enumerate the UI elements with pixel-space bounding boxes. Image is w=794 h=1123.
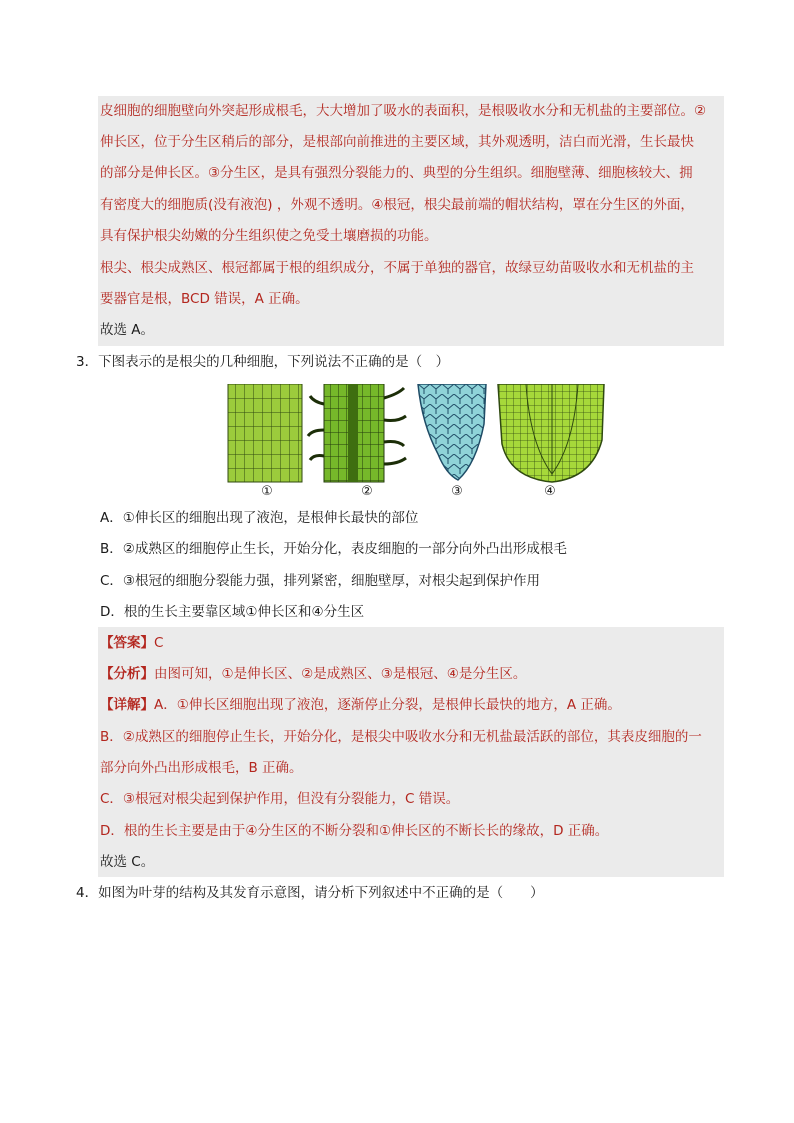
answer-value: C	[154, 635, 164, 651]
q3-conclusion: 故选 C。	[100, 854, 155, 870]
q3-detail-line-1	[100, 695, 621, 715]
analysis-tag: 【分析】	[100, 666, 154, 682]
prev-explanation-line-5: 具有保护根尖幼嫩的分生组织使之免受土壤磨损的功能。	[100, 228, 438, 244]
q3-detail-line-4: C．③根冠对根尖起到保护作用，但没有分裂能力，C 错误。	[100, 791, 460, 807]
detail-text-1: A．①伸长区细胞出现了液泡，逐渐停止分裂，是根伸长最快的地方，A 正确。	[154, 697, 621, 713]
prev-explanation-line-1: 皮细胞的细胞壁向外突起形成根毛，大大增加了吸水的表面积，是根吸收水分和无机盐的主要部位。②	[100, 103, 707, 119]
q3-detail-line-3: 部分向外凸出形成根毛，B 正确。	[100, 760, 303, 776]
root-cells-illustration	[226, 384, 606, 484]
cell-panel-4	[498, 384, 604, 482]
q3-option-d: D．根的生长主要靠区域①伸长区和④分生区	[100, 604, 365, 620]
cell-panel-1	[228, 384, 302, 482]
prev-explanation-line-2: 伸长区，位于分生区稍后的部分，是根部向前推进的主要区域，其外观透明，洁白而光滑，生长最快	[100, 134, 694, 150]
prev-explanation-line-7: 要器官是根，BCD 错误，A 正确。	[100, 291, 309, 307]
q3-option-c: C．③根冠的细胞分裂能力强，排列紧密，细胞壁厚，对根尖起到保护作用	[100, 573, 541, 589]
root-tip-cells-figure	[226, 384, 606, 484]
cell-panel-2	[308, 384, 406, 482]
q4-stem: 4．如图为叶芽的结构及其发育示意图，请分析下列叙述中不正确的是（ ）	[76, 885, 544, 901]
q3-answer	[100, 633, 163, 653]
q3-option-a: A．①伸长区的细胞出现了液泡，是根伸长最快的部位	[100, 510, 419, 526]
figure-label-3: ③	[451, 484, 463, 499]
detail-tag: 【详解】	[100, 697, 154, 713]
prev-explanation-line-6: 根尖、根尖成熟区、根冠都属于根的组织成分，不属于单独的器官，故绿豆幼苗吸收水和无机盐的主	[100, 260, 694, 276]
cell-panel-3	[418, 384, 486, 480]
prev-conclusion: 故选 A。	[100, 322, 155, 338]
figure-label-1: ①	[261, 484, 273, 499]
prev-explanation-line-4: 有密度大的细胞质(没有液泡) ，外观不透明。④根冠，根尖最前端的帽状结构，罩在分生区的外面，	[100, 197, 694, 213]
q3-detail-line-5: D．根的生长主要是由于④分生区的不断分裂和①伸长区的不断长长的缘故，D 正确。	[100, 823, 609, 839]
figure-label-2: ②	[361, 484, 373, 499]
q3-option-b: B．②成熟区的细胞停止生长，开始分化，表皮细胞的一部分向外凸出形成根毛	[100, 541, 567, 557]
q3-stem: 3．下图表示的是根尖的几种细胞，下列说法不正确的是（ ）	[76, 354, 450, 370]
prev-explanation-line-3: 的部分是伸长区。③分生区，是具有强烈分裂能力的、典型的分生组织。细胞壁薄、细胞核较大、拥	[100, 165, 693, 181]
q3-detail-line-2: B．②成熟区的细胞停止生长，开始分化，是根尖中吸收水分和无机盐最活跃的部位，其表皮细胞的一	[100, 729, 702, 745]
answer-tag: 【答案】	[100, 635, 154, 651]
q3-analysis	[100, 664, 526, 684]
figure-label-4: ④	[544, 484, 556, 499]
analysis-text: 由图可知，①是伸长区、②是成熟区、③是根冠、④是分生区。	[154, 666, 527, 682]
